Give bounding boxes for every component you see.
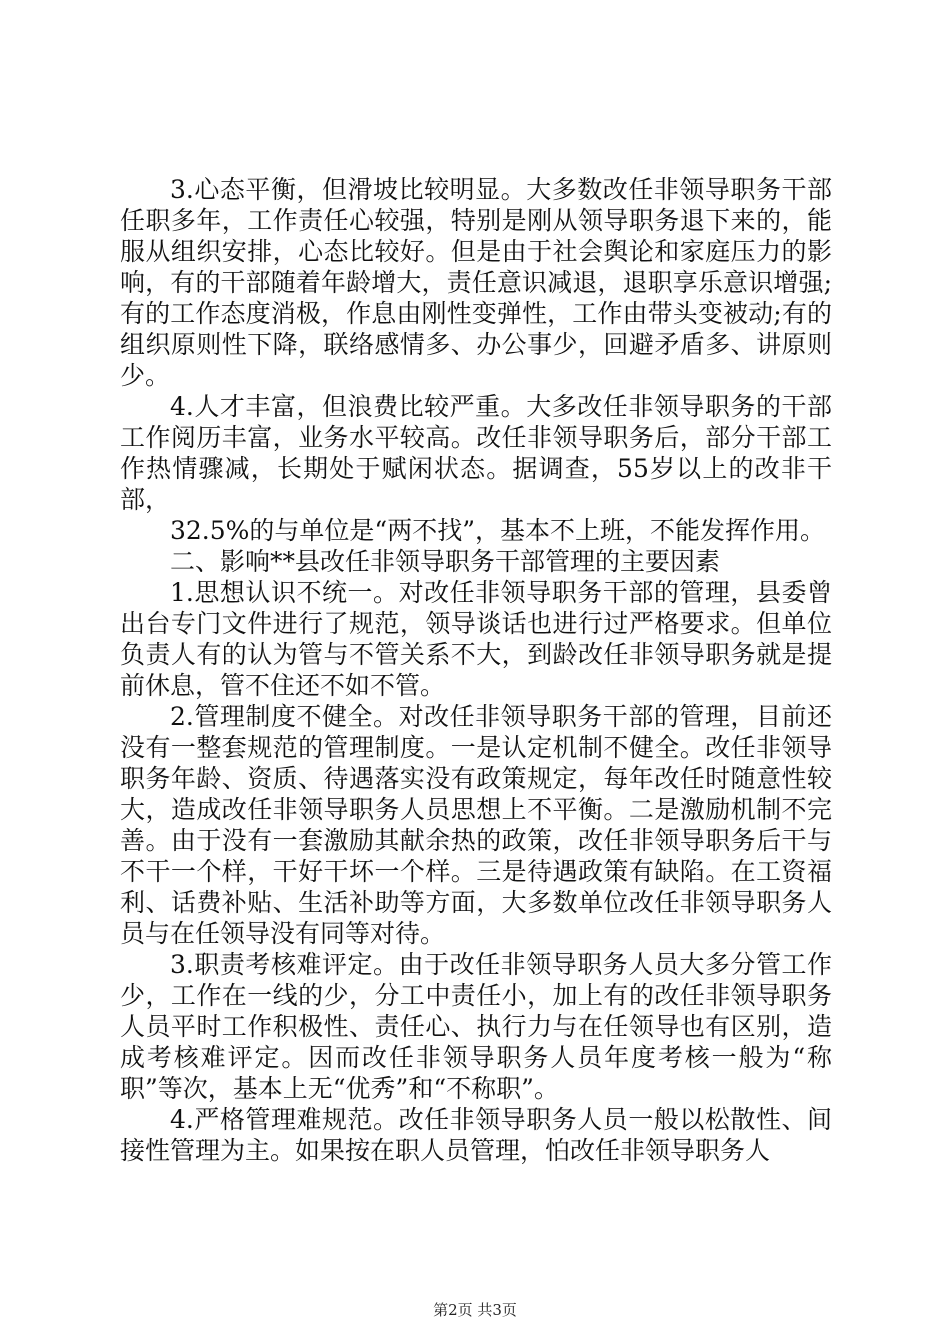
paragraph-3: 32.5%的与单位是“两不找”，基本不上班，不能发挥作用。 [170,516,825,545]
section-heading: 二、影响**县改任非领导职务干部管理的主要因素 [170,547,721,576]
paragraph-1: 3.心态平衡，但滑坡比较明显。大多数改任非领导职务干部任职多年，工作责任心较强，特别是刚从领导职务退下来的，能服从组织安排，心态比较好。但是由于社会舆论和家庭压力的影响，有的干部随着年龄增大，责任意识减退，退职享乐意识增强;有的工作态度消极，作息由刚性变弹性，工作由带头变被动;有的组织原则性下降，联络感情多、办公事少，回避矛盾多、讲原则少。 [120,175,832,390]
paragraph-7: 4.严格管理难规范。改任非领导职务人员一般以松散性、间接性管理为主。如果按在职人员管理，怕改任非领导职务人 [120,1105,832,1165]
paragraph-4: 1.思想认识不统一。对改任非领导职务干部的管理，县委曾出台专门文件进行了规范，领导谈话也进行过严格要求。但单位负责人有的认为管与不管关系不大，到龄改任非领导职务就是提前休息，管不住还不如不管。 [120,578,832,700]
paragraph-5: 2.管理制度不健全。对改任非领导职务干部的管理，目前还没有一整套规范的管理制度。一是认定机制不健全。改任非领导职务年龄、资质、待遇落实没有政策规定，每年改任时随意性较大，造成改任非领导职务人员思想上不平衡。二是激励机制不完善。由于没有一套激励其献余热的政策，改任非领导职务后干与不干一个样，干好干坏一个样。三是待遇政策有缺陷。在工资福利、话费补贴、生活补助等方面，大多数单位改任非领导职务人员与在任领导没有同等对待。 [120,702,832,948]
paragraph-2: 4.人才丰富，但浪费比较严重。大多改任非领导职务的干部工作阅历丰富，业务水平较高。改任非领导职务后，部分干部工作热情骤减，长期处于赋闲状态。据调查，55岁以上的改非干部， [120,392,832,514]
paragraph-6: 3.职责考核难评定。由于改任非领导职务人员大多分管工作少，工作在一线的少，分工中责任小，加上有的改任非领导职务人员平时工作积极性、责任心、执行力与在任领导也有区别，造成考核难评定。因而改任非领导职务人员年度考核一般为“称职”等次，基本上无“优秀”和“不称职”。 [120,950,832,1103]
document-body [120,174,832,1166]
page-footer: 第2页 共3页 [433,1301,517,1319]
